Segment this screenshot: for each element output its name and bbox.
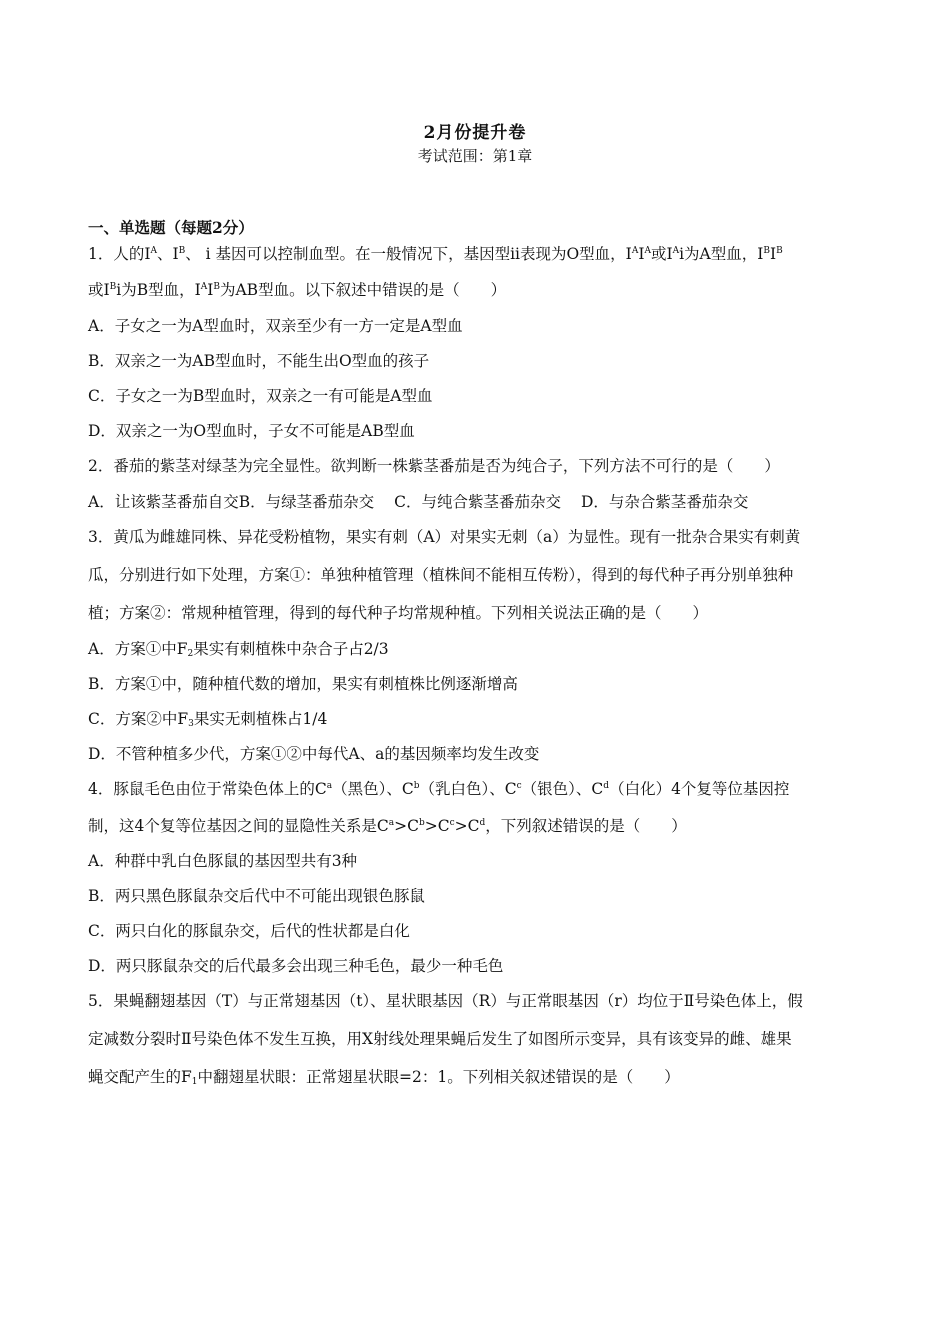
question-1-option-b: B．双亲之一为AB型血时，不能生出O型血的孩子 <box>88 352 430 370</box>
question-4-stem-line-2: 制，这4个复等位基因之间的显隐性关系是$C^a>C^b>C^c>C^d$，下列叙述错误的是（ ） <box>88 817 687 835</box>
question-4-stem-line-1: 4．豚鼠毛色由位于常染色体上的$C^a$（黑色）、$C^b$（乳白色）、$C^c$（银色）、$C^d$（白化）4个复等位基因控 <box>88 780 790 798</box>
question-3-stem-line-3: 植；方案②：常规种植管理，得到的每代种子均常规种植。下列相关说法正确的是（ ） <box>88 604 709 622</box>
question-3-stem-line-2: 瓜，分别进行如下处理，方案①：单独种植管理（植株间不能相互传粉），得到的每代种子再分别单独种 <box>88 566 794 584</box>
question-1-option-d: D．双亲之一为O型血时，子女不可能是AB型血 <box>88 422 415 440</box>
question-2-option-d: D．与杂合紫茎番茄杂交 <box>580 493 749 511</box>
question-3-option-c: C．方案②中$F_3$果实无刺植株占1/4 <box>88 710 328 729</box>
page-title: 2月份提升卷 <box>423 123 527 143</box>
question-3-option-b: B．方案①中，随种植代数的增加，果实有刺植株比例逐渐增高 <box>88 675 518 693</box>
question-3-option-d: D．不管种植多少代，方案①②中每代A、a的基因频率均发生改变 <box>88 745 540 763</box>
question-1-stem-line-1: 1．人的$I^A$、$I^B$、 i 基因可以控制血型。在一般情况下，基因型ii表现为O型血，$I^AI^A$或$I^Ai$为A型血，$I^BI^B$ <box>88 245 783 263</box>
question-4-option-d: D．两只豚鼠杂交的后代最多会出现三种毛色，最少一种毛色 <box>88 957 504 975</box>
question-4-option-b: B．两只黑色豚鼠杂交后代中不可能出现银色豚鼠 <box>88 887 425 905</box>
question-5-stem-line-1: 5．果蝇翻翅基因（T）与正常翅基因（t）、星状眼基因（R）与正常眼基因（r）均位于Ⅱ号染色体上，假 <box>88 992 803 1010</box>
question-2-option-c: C．与纯合紫茎番茄杂交 <box>394 493 561 511</box>
question-3-stem-line-1: 3．黄瓜为雌雄同株、异花受粉植物，果实有刺（A）对果实无刺（a）为显性。现有一批杂合果实有刺黄 <box>88 528 801 546</box>
question-4-option-c: C．两只白化的豚鼠杂交，后代的性状都是白化 <box>88 922 410 940</box>
section-heading: 一、单选题（每题2分） <box>88 218 254 237</box>
question-5-stem-line-2: 定减数分裂时Ⅱ号染色体不发生互换，用X射线处理果蝇后发生了如图所示变异，具有该变异的雌、雄果 <box>88 1030 792 1048</box>
question-5-stem-line-3: 蝇交配产生的$F_1$中翻翅星状眼：正常翅星状眼=2：1。下列相关叙述错误的是（ ） <box>88 1068 680 1087</box>
question-2-option-b: B．与绿茎番茄杂交 <box>238 493 375 511</box>
question-2-option-a: A．让该紫茎番茄自交 <box>88 493 239 511</box>
question-2-stem: 2．番茄的紫茎对绿茎为完全显性。欲判断一株紫茎番茄是否为纯合子，下列方法不可行的是（ ） <box>88 457 780 475</box>
question-1-option-a: A．子女之一为A型血时，双亲至少有一方一定是A型血 <box>88 317 463 335</box>
question-2-options <box>88 492 748 512</box>
exam-scope: 考试范围：第1章 <box>417 147 533 165</box>
question-4-option-a: A．种群中乳白色豚鼠的基因型共有3种 <box>88 852 358 870</box>
question-3-option-a: A．方案①中$F_2$果实有刺植株中杂合子占2/3 <box>88 640 389 659</box>
question-1-option-c: C．子女之一为B型血时，双亲之一有可能是A型血 <box>88 387 433 405</box>
question-1-stem-line-2: 或$I^Bi$为B型血，$I^AI^B$为AB型血。以下叙述中错误的是（ ） <box>88 281 507 299</box>
